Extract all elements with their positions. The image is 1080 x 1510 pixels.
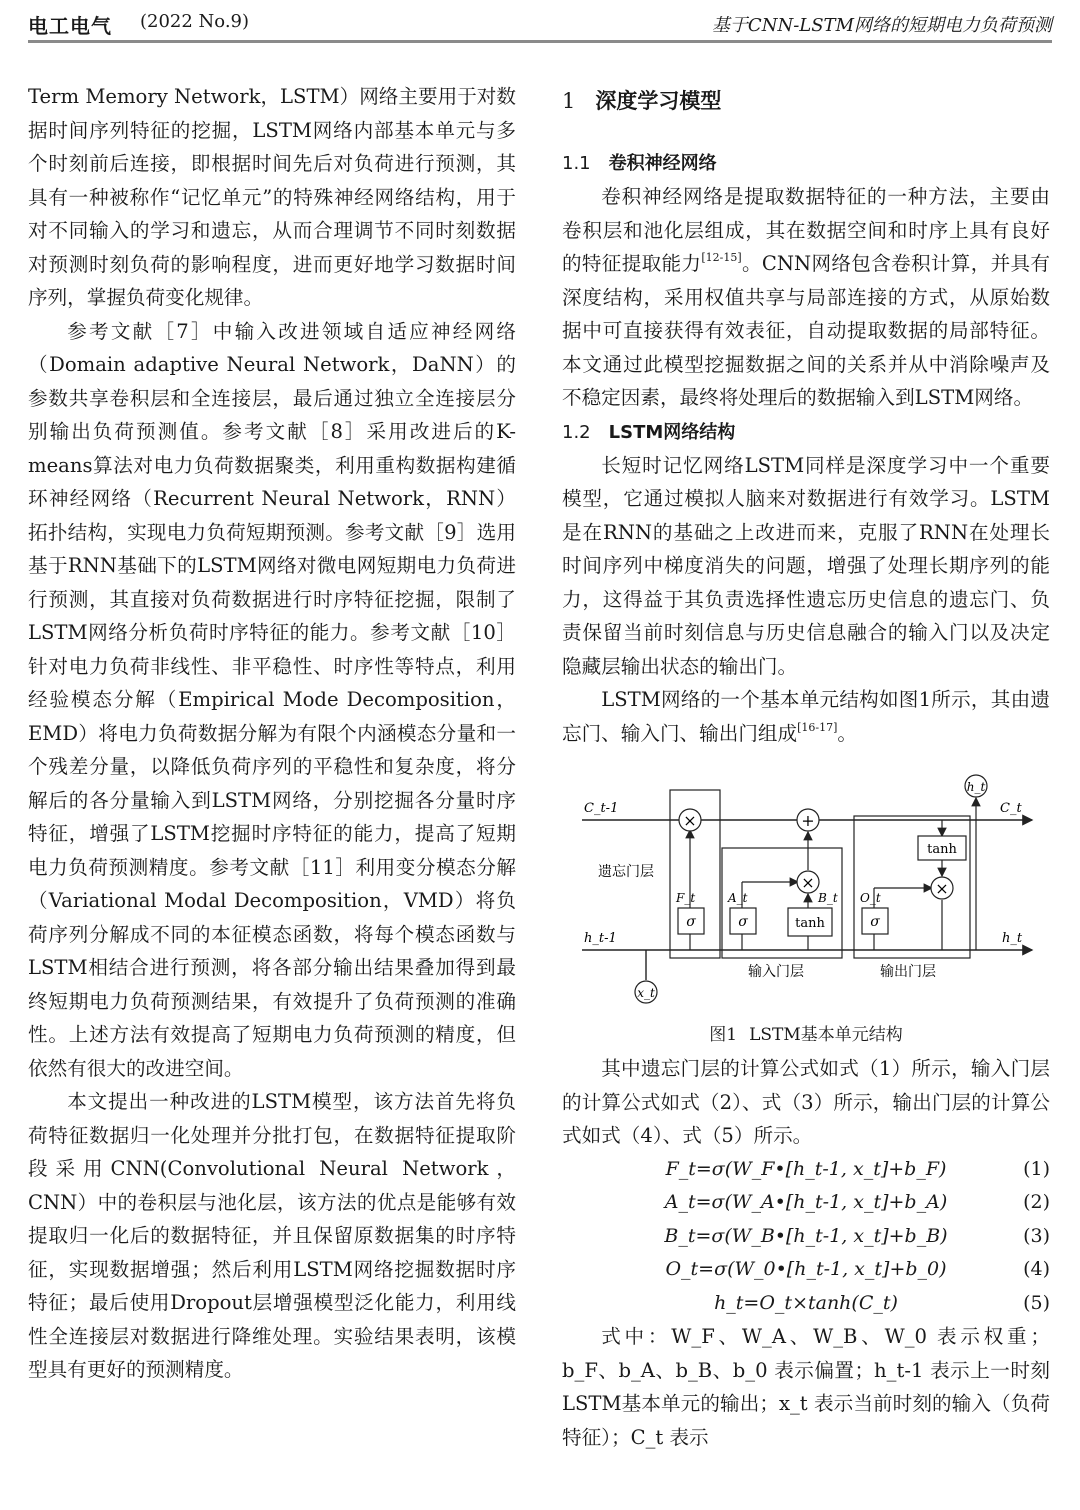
figure-number: 图1 [709, 1025, 738, 1045]
equation [562, 1253, 1050, 1287]
paragraph [562, 180, 1050, 415]
subsection-heading [562, 148, 1050, 180]
forget-layer-label: 遗忘门层 [598, 864, 654, 880]
paragraph: 式中：W_F、W_A、W_B、W_0 表示权重；b_F、b_A、b_B、b_0 表示偏置；h_t-1 表示上一时刻LSTM基本单元的输出；x_t 表示当前时刻的输入（负荷特征）；C_t 表示 [562, 1325, 1050, 1449]
equation-expression: O_t=σ(W_0•[h_t-1, x_t]+b_0) [665, 1258, 947, 1280]
figure-caption-text: LSTM基本单元结构 [749, 1025, 903, 1045]
section-heading [562, 86, 1050, 116]
running-title: 基于CNN-LSTM网络的短期电力负荷预测 [711, 15, 1052, 36]
output-layer-label: 输出门层 [880, 964, 936, 980]
forget-sigma: σ [686, 914, 696, 930]
paragraph-text: LSTM网络的一个基本单元结构如图1所示，其由遗忘门、输入门、输出门组成 [562, 688, 1050, 745]
x-input-label: x_t [637, 986, 655, 1000]
equation [562, 1220, 1050, 1254]
add-symbol: + [801, 811, 815, 830]
equation [562, 1153, 1050, 1187]
h-t-label: h_t [1002, 931, 1023, 946]
figure-caption [562, 1018, 1050, 1052]
c-prev-label: C_t-1 [584, 801, 619, 816]
paragraph: 参考文献［7］中输入改进领域自适应神经网络（Domain adaptive Neural Network，DaNN）的参数共享卷积层和全连接层，最后通过独立全连接层分别输出负荷预测值。参考文献［8］采用改进后的K-means算法对电力负荷数据聚类，利用重构数据构建循环神经网络（Recurrent Neural Network，RNN）拓扑结构，实现电力负荷短期预测。参考文献［9］选用基于RNN基础下的LSTM网络对微电网短期电力负荷进行预测，其直接对负荷数据进行时序特征挖掘，限制了LSTM网络分析负荷时序特征的能力。参考文献［10］针对电力负荷非线性、非平稳性、时序性等特点，利用经验模态分解（Empirical Mode Decomposition，EMD）将电力负荷数据分解为有限个内涵模态分量和一个残差分量，以降低负荷序列的平稳性和复杂度，将分解后的各分量输入到LSTM网络，分别挖掘各分量时序特征，增强了LSTM挖掘时序特征的能力，提高了短期电力负荷预测精度。参考文献［11］利用变分模态分解（Variational Modal Decomposition，VMD）将负荷序列分解成不同的本征模态函数，将每个模态函数与LSTM相结合进行预测，将各部分输出结果叠加得到最终短期电力负荷预测结果，有效提升了负荷预测的准确性。上述方法有效提高了短期电力负荷预测的精度，但依然有很大的改进空间。 [28, 319, 516, 1080]
paragraph [562, 683, 1050, 750]
equation-expression: h_t=O_t×tanh(C_t) [714, 1291, 898, 1314]
section-number: 1 [562, 89, 576, 113]
input-multiply-symbol: × [801, 873, 815, 892]
journal-name: 电工电气 [28, 14, 112, 38]
paragraph: 本文提出一种改进的LSTM模型，该方法首先将负荷特征数据归一化处理并分批打包，在数据特征提取阶段采用CNN(Convolutional Neural Network，CNN）中的卷积层与池化层，该方法的优点是能够有效提取归一化后的数据特征，并且保留原数据集的时序特征，实现数据增强；然后利用LSTM网络挖掘数据时序特征；最后使用Dropout层增强模型泛化能力，利用线性全连接层对数据进行降维处理。实验结果表明，该模型具有更好的预测精度。 [28, 1090, 516, 1381]
b-label: B_t [818, 891, 838, 905]
paragraph: 其中遗忘门层的计算公式如式（1）所示，输入门层的计算公式如式（2）、式（3）所示，输出门层的计算公式如式（4）、式（5）所示。 [562, 1057, 1050, 1147]
subsection-number: 1.2 [562, 421, 591, 443]
section-title: 深度学习模型 [595, 89, 722, 113]
subsection-title: LSTM网络结构 [608, 421, 736, 443]
input-layer-label: 输入门层 [748, 964, 804, 980]
header-rule [28, 40, 1052, 43]
h-output-label: h_t [966, 780, 986, 794]
output-multiply-symbol: × [935, 879, 949, 898]
paragraph: Term Memory Network，LSTM）网络主要用于对数据时间序列特征的挖掘，LSTM网络内部基本单元与多个时刻前后连接，即根据时间先后对负荷进行预测，其具有一种被称作“记忆单元”的特殊神经网络结构，用于对不同输入的学习和遗忘，从而合理调节不同时刻数据对预测时刻负荷的影响程度，进而更好地学习数据时间序列，掌握负荷变化规律。 [28, 85, 516, 309]
equation-expression: F_t=σ(W_F•[h_t-1, x_t]+b_F) [665, 1157, 947, 1180]
citation: [12-15] [701, 251, 742, 264]
paragraph-text: 卷积神经网络是提取数据特征的一种方法，主要由卷积层和池化层组成，其在数据空间和时序上具有良好的特征提取能力 [562, 185, 1050, 275]
equation-number: (2) [1023, 1191, 1050, 1213]
h-prev-label: h_t-1 [584, 931, 617, 946]
equation-number: (5) [1023, 1291, 1050, 1314]
paragraph: 长短时记忆网络LSTM同样是深度学习中一个重要模型，它通过模拟人脑来对数据进行有效学习。LSTM是在RNN的基础之上改进而来，克服了RNN在处理长时间序列中梯度消失的问题，增强了处理长期序列的能力，这得益于其负责选择性遗忘历史信息的遗忘门、负责保留当前时刻信息与历史信息融合的输入门以及决定隐藏层输出状态的输出门。 [562, 453, 1050, 678]
right-column [562, 80, 1050, 1454]
output-sigma: σ [870, 914, 880, 930]
c-t-label: C_t [1000, 801, 1022, 816]
equation-expression: A_t=σ(W_A•[h_t-1, x_t]+b_A) [664, 1191, 948, 1213]
equation-number: (1) [1023, 1157, 1050, 1180]
equation-expression: B_t=σ(W_B•[h_t-1, x_t]+b_B) [664, 1224, 948, 1247]
equation-number: (3) [1023, 1224, 1050, 1247]
citation: [16-17] [797, 720, 838, 734]
subsection-title: 卷积神经网络 [608, 153, 717, 174]
paragraph-text: 。CNN网络包含卷积计算，并具有深度结构，采用权值共享与局部连接的方式，从原始数据中可直接获得有效表征，自动提取数据的局部特征。本文通过此模型挖掘数据之间的关系并从中消除噪声及不稳定因素，最终将处理后的数据输入到LSTM网络。 [562, 252, 1051, 409]
input-sigma: σ [738, 914, 748, 930]
lstm-cell-figure [562, 764, 1050, 1014]
subsection-heading [562, 417, 1050, 449]
forget-multiply-symbol: × [683, 811, 697, 830]
output-tanh: tanh [927, 842, 957, 857]
paragraph-text: 。 [837, 721, 858, 745]
input-tanh: tanh [795, 916, 825, 931]
left-column [28, 80, 516, 1387]
issue-number: (2022 No.9) [140, 11, 250, 32]
subsection-number: 1.1 [562, 153, 591, 174]
equation-block [562, 1153, 1050, 1321]
o-label: O_t [860, 891, 881, 905]
equation [562, 1287, 1050, 1321]
page-header [28, 4, 1052, 40]
f-label: F_t [676, 891, 696, 905]
equation-number: (4) [1023, 1258, 1050, 1280]
equation [562, 1186, 1050, 1220]
a-label: A_t [728, 891, 748, 905]
